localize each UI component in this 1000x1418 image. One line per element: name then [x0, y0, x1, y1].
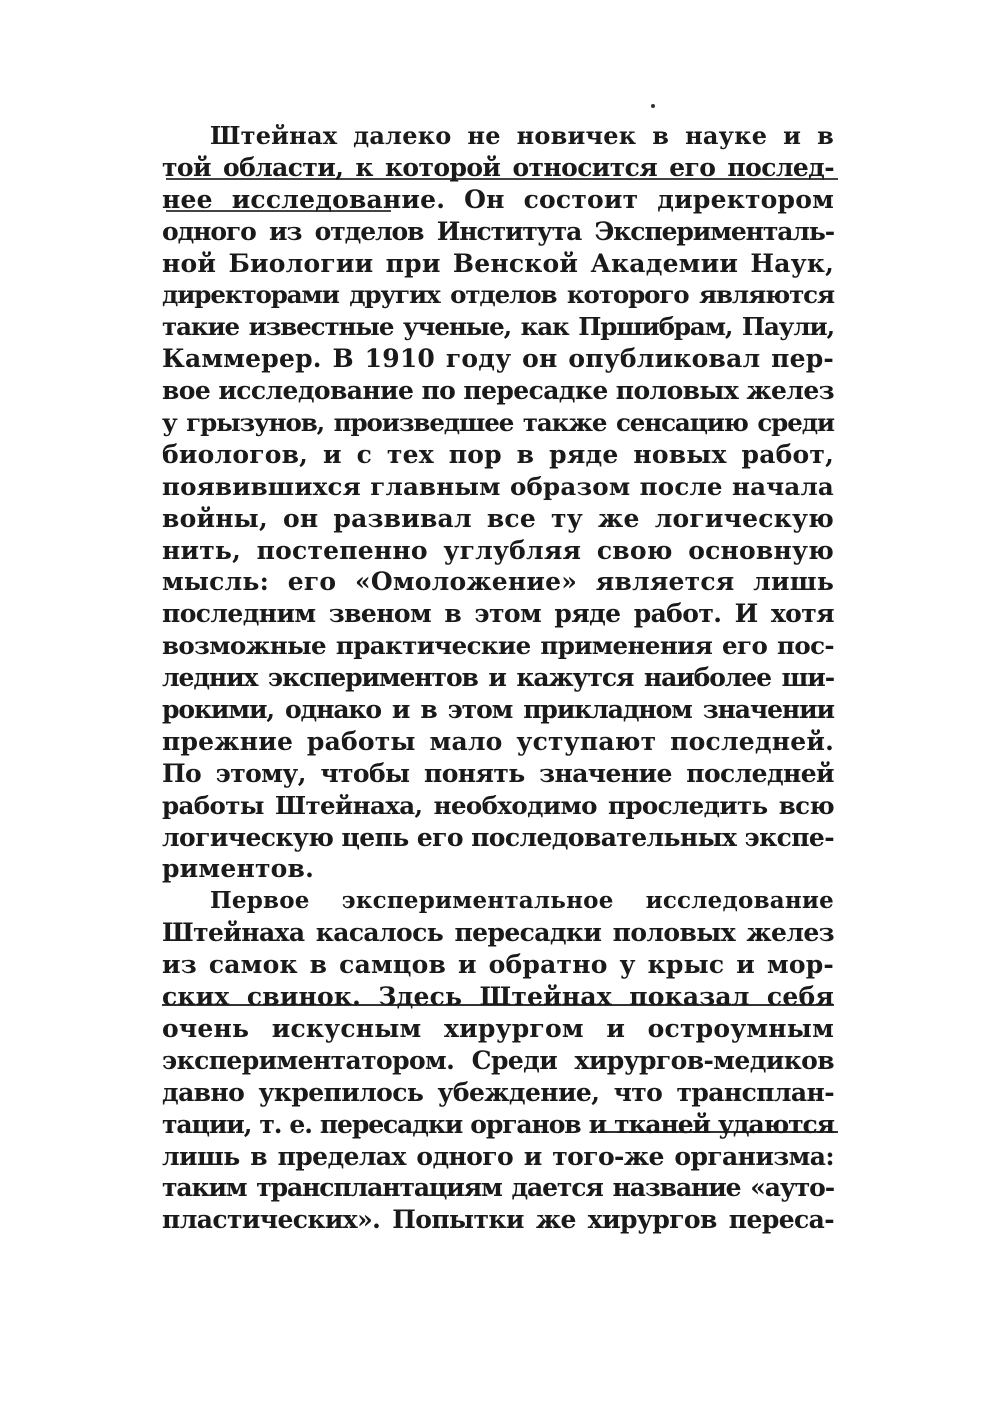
text-line: пластических». Попытки же хирургов переса-: [162, 1205, 834, 1235]
text-line: Штейнаха касалось пересадки половых желез: [162, 918, 834, 948]
text-line: у грызунов, произведшее также сенсацию среди: [162, 408, 834, 438]
text-line: тации, т. е. пересадки органов и тканей удаются: [162, 1109, 834, 1139]
text-line: такие известные ученые, как Пршибрам, Паули,: [162, 312, 834, 342]
text-line: войны, он развивал все ту же логическую: [162, 503, 834, 533]
text-line: давно укрепилось убеждение, что трансплан-: [162, 1077, 834, 1107]
text-line: нее исследование. Он состоит директором: [162, 184, 834, 214]
text-line: вое исследование по пересадке половых желез: [162, 376, 834, 406]
text-line: Каммерер. В 1910 году он опубликовал пер-: [162, 344, 834, 374]
text-line: из самок в самцов и обратно у крыс и мор-: [162, 950, 834, 980]
text-line: риментов.: [162, 854, 314, 884]
text-line: логическую цепь его последовательных экспе-: [162, 822, 834, 852]
text-line: одного из отделов Института Эксперименталь-: [162, 216, 834, 246]
text-line: очень искусным хирургом и остроумным: [162, 1013, 834, 1043]
text-line: биологов, и с тех пор в ряде новых работ,: [162, 439, 834, 469]
text-line: По этому, чтобы понять значение последней: [162, 758, 834, 788]
text-line: прежние работы мало уступают последней.: [162, 726, 834, 756]
body-text: [162, 120, 834, 1236]
text-line: той области, к которой относится его послед-: [162, 152, 834, 182]
text-line: Штейнах далеко не новичек в науке и в: [210, 121, 834, 150]
text-line: нить, постепенно углубляя свою основную: [162, 535, 834, 565]
text-line: Первое экспериментальное исследование: [210, 887, 834, 915]
text-line: таким трансплантациям дается название «ауто-: [162, 1173, 834, 1203]
text-line: ной Биологии при Венской Академии Наук,: [162, 248, 834, 278]
text-line: директорами других отделов которого являются: [162, 280, 834, 310]
text-line: экспериментатором. Среди хирургов-медиков: [162, 1045, 834, 1075]
text-line: рокими, однако и в этом прикладном значении: [162, 695, 834, 725]
text-line: возможные практические применения его пос-: [162, 631, 834, 661]
paragraph-1: [162, 120, 834, 885]
text-line: последним звеном в этом ряде работ. И хотя: [162, 599, 834, 629]
text-line: работы Штейнаха, необходимо проследить всю: [162, 790, 834, 820]
stray-ink-dot: [651, 104, 655, 108]
text-line: появившихся главным образом после начала: [162, 471, 834, 501]
text-line: лишь в пределах одного и того-же организма:: [162, 1141, 834, 1171]
text-line: ских свинок. Здесь Штейнах показал себя: [162, 982, 834, 1012]
text-line: ледних экспериментов и кажутся наиболее ши-: [162, 663, 834, 693]
text-line: мысль: его «Омоложение» является лишь: [162, 567, 834, 597]
paragraph-2: [162, 885, 834, 1236]
